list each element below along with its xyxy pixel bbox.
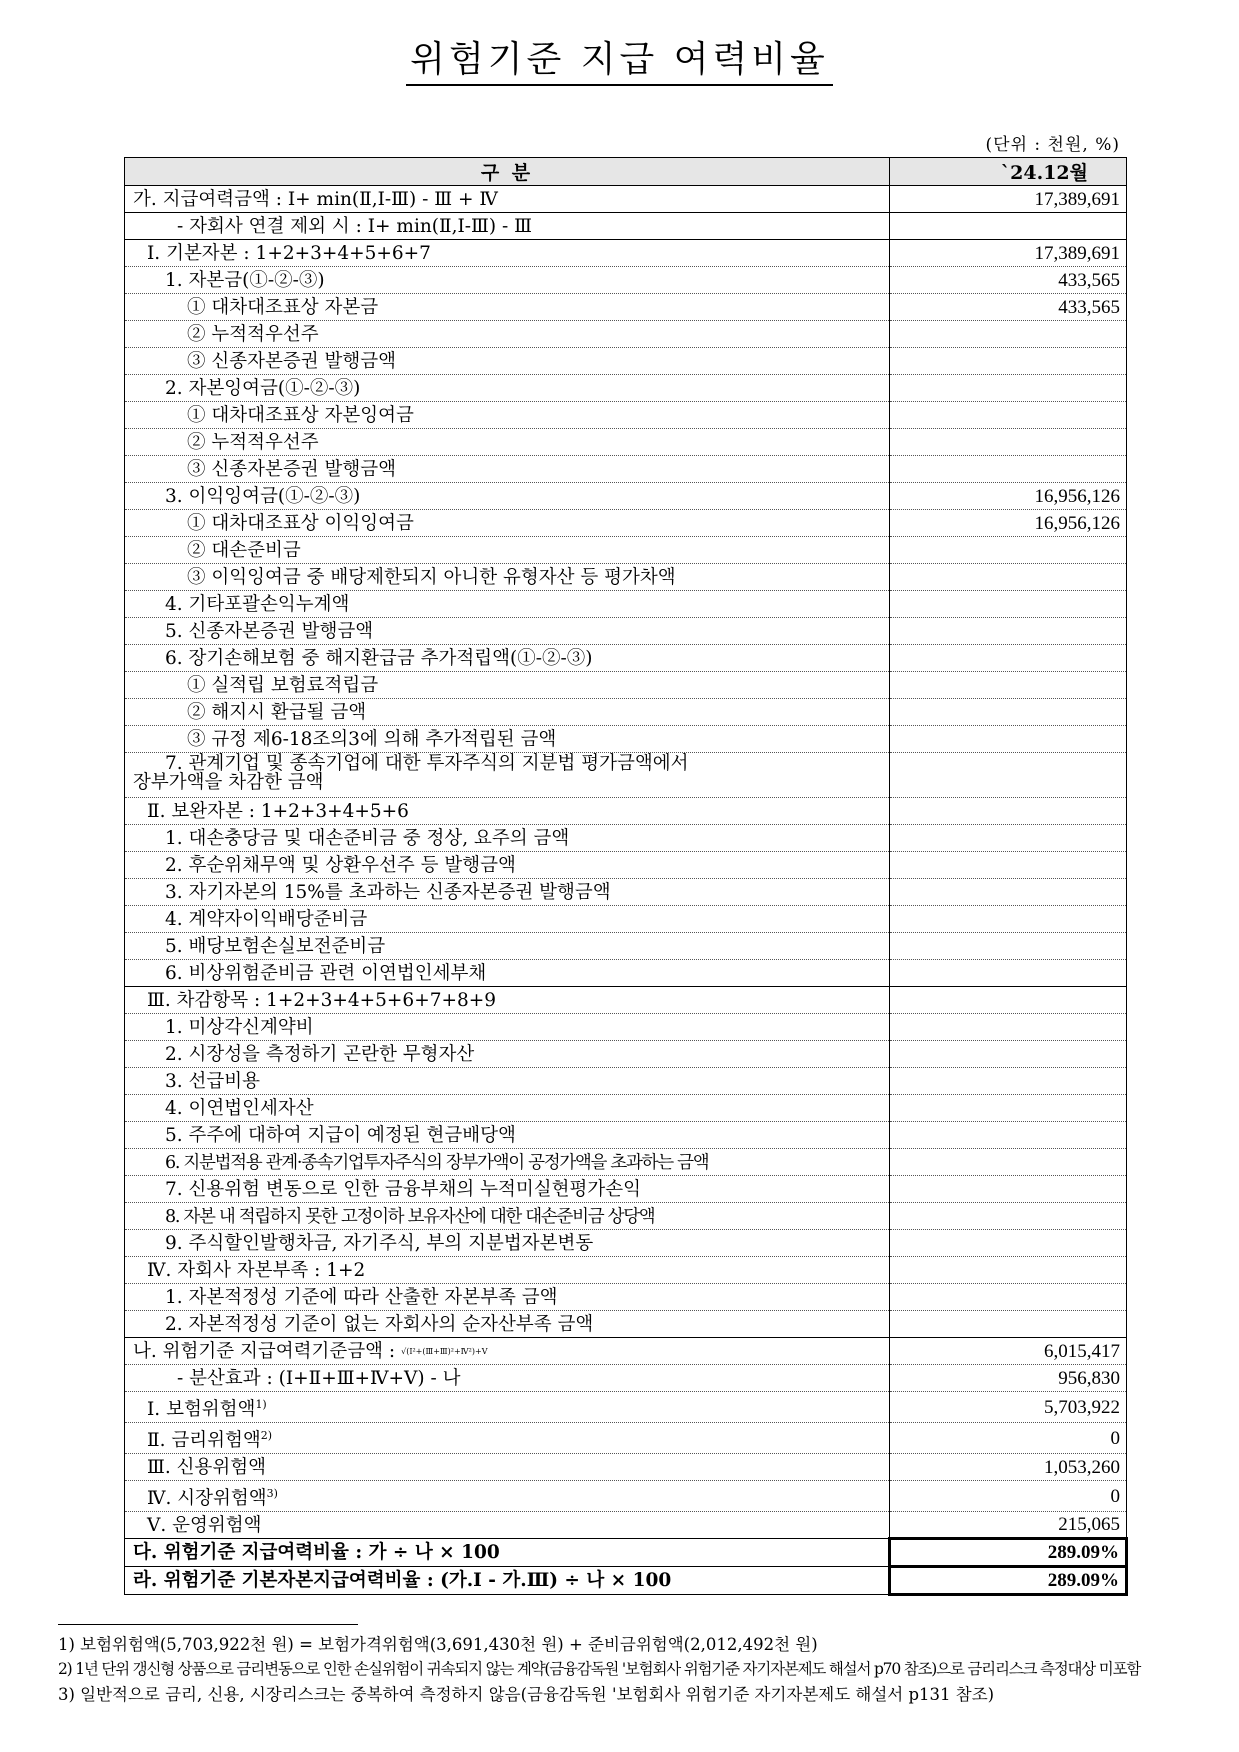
header-category: 구 분	[125, 158, 890, 186]
table-row	[125, 879, 1127, 906]
row-label	[125, 267, 890, 294]
solvency-ratio-table	[124, 157, 1126, 1596]
header-period: `24.12월	[890, 158, 1127, 186]
table-row	[125, 483, 1127, 510]
table-row	[125, 1041, 1127, 1068]
table-row	[125, 933, 1127, 960]
table-row	[125, 1365, 1127, 1392]
row-value	[890, 402, 1127, 429]
table-row	[125, 1149, 1127, 1176]
row-label-text: ① 대차대조표상 이익잉여금	[187, 512, 414, 534]
table-row	[125, 537, 1127, 564]
table-row	[125, 987, 1127, 1014]
total-row	[125, 1539, 1127, 1567]
row-label	[125, 672, 890, 699]
row-label	[125, 456, 890, 483]
table-row	[125, 375, 1127, 402]
row-label	[125, 1122, 890, 1149]
row-label-text: 2. 자본적정성 기준이 없는 자회사의 순자산부족 금액	[165, 1313, 594, 1335]
page-title: 위험기준 지급 여력비율	[0, 38, 1239, 86]
row-label	[125, 1365, 890, 1392]
footnote-1: 1) 보험위험액(5,703,922천 원) = 보험가격위험액(3,691,430천 원) + 준비금위험액(2,012,492천 원)	[58, 1635, 818, 1654]
row-value	[890, 825, 1127, 852]
row-value	[890, 1149, 1127, 1176]
row-value	[890, 726, 1127, 753]
row-label-text: Ⅱ. 보완자본 : 1+2+3+4+5+6	[147, 800, 409, 822]
row-label-text: ② 누적적우선주	[187, 323, 319, 345]
row-label	[125, 1481, 890, 1512]
row-label-text: Ⅲ. 차감항목 : 1+2+3+4+5+6+7+8+9	[147, 989, 497, 1011]
row-label	[125, 402, 890, 429]
row-label	[125, 375, 890, 402]
formula-sqrt: √(Ⅰ²+(Ⅲ+Ⅲ)²+Ⅳ²)+Ⅴ	[401, 1346, 488, 1356]
row-label-text: 5. 주주에 대하여 지급이 예정된 현금배당액	[165, 1124, 516, 1146]
total-value: 289.09%	[890, 1567, 1127, 1595]
row-value: 16,956,126	[890, 510, 1127, 537]
row-label-text: Ⅳ. 자회사 자본부족 : 1+2	[147, 1259, 366, 1281]
row-value	[890, 672, 1127, 699]
row-label-text: Ⅱ. 금리위험액	[147, 1430, 261, 1452]
table-header-row	[125, 158, 1127, 186]
row-label	[125, 1230, 890, 1257]
row-label-text: 3. 선급비용	[165, 1070, 261, 1092]
row-value: 1,053,260	[890, 1454, 1127, 1481]
row-label-text: 7. 관계기업 및 종속기업에 대한 투자주식의 지분법 평가금액에서	[165, 753, 689, 774]
row-label-text: 2. 시장성을 측정하기 곤란한 무형자산	[165, 1043, 475, 1065]
table-row	[125, 240, 1127, 267]
row-label	[125, 1284, 890, 1311]
row-value: 433,565	[890, 267, 1127, 294]
row-label-text: ③ 신종자본증권 발행금액	[187, 458, 396, 480]
row-label-text: Ⅳ. 시장위험액	[147, 1488, 267, 1510]
row-label	[125, 852, 890, 879]
row-label-text: 2. 후순위채무액 및 상환우선주 등 발행금액	[165, 854, 516, 876]
table-row	[125, 852, 1127, 879]
row-value: 17,389,691	[890, 240, 1127, 267]
footnote-2: 2) 1년 단위 갱신형 상품으로 금리변동으로 인한 손실위험이 귀속되지 않는 계약(금융감독원 '보험회사 위험기준 자기자본제도 해설서 p70 참조)으로 금리리스크 측정대상 미포함	[58, 1660, 1141, 1678]
row-label-text: - 분산효과 : (Ⅰ+Ⅱ+Ⅲ+Ⅳ+Ⅴ) - 나	[177, 1367, 461, 1389]
row-label-text: ③ 규정 제6-18조의3에 의해 추가적립된 금액	[187, 728, 557, 750]
row-label	[125, 753, 890, 798]
row-label	[125, 1454, 890, 1481]
row-value	[890, 879, 1127, 906]
table-row	[125, 348, 1127, 375]
total-row	[125, 1567, 1127, 1595]
row-value	[890, 564, 1127, 591]
row-value	[890, 699, 1127, 726]
row-label	[125, 618, 890, 645]
row-value	[890, 1284, 1127, 1311]
table-row	[125, 591, 1127, 618]
table-row	[125, 1454, 1127, 1481]
row-label-text: 1. 자본적정성 기준에 따라 산출한 자본부족 금액	[165, 1286, 558, 1308]
table-row	[125, 672, 1127, 699]
row-label-continued: 장부가액을 차감한 금액	[133, 772, 324, 793]
row-label-text: ② 해지시 환급될 금액	[187, 701, 367, 723]
row-label	[125, 186, 890, 213]
row-label	[125, 960, 890, 987]
row-label-text: ③ 신종자본증권 발행금액	[187, 350, 396, 372]
row-label	[125, 987, 890, 1014]
table-row	[125, 699, 1127, 726]
row-value	[890, 348, 1127, 375]
table-row	[125, 510, 1127, 537]
footnote-3: 3) 일반적으로 금리, 신용, 시장리스크는 중복하여 측정하지 않음(금융감독원 '보험회사 위험기준 자기자본제도 해설서 p131 참조)	[58, 1685, 995, 1704]
row-value	[890, 933, 1127, 960]
unit-note: (단위 : 천원, %)	[985, 135, 1120, 155]
row-value	[890, 852, 1127, 879]
row-label	[125, 537, 890, 564]
row-value	[890, 375, 1127, 402]
row-label-text: 4. 기타포괄손익누계액	[165, 593, 350, 615]
row-label-text: ③ 이익잉여금 중 배당제한되지 아니한 유형자산 등 평가차액	[187, 566, 676, 588]
row-label	[125, 1392, 890, 1423]
table-row	[125, 1095, 1127, 1122]
row-value	[890, 591, 1127, 618]
row-label	[125, 1203, 890, 1230]
row-label	[125, 798, 890, 825]
row-value	[890, 906, 1127, 933]
row-label-text: 6. 비상위험준비금 관련 이연법인세부채	[165, 962, 487, 984]
row-label-text: 6. 장기손해보험 중 해지환급금 추가적립액(①-②-③)	[165, 647, 593, 669]
table-body	[125, 186, 1127, 1595]
table-row	[125, 1481, 1127, 1512]
row-value	[890, 1068, 1127, 1095]
row-label	[125, 879, 890, 906]
table-row	[125, 1176, 1127, 1203]
table-row	[125, 267, 1127, 294]
table-row	[125, 402, 1127, 429]
row-label	[125, 906, 890, 933]
row-label-text: 1. 미상각신계약비	[165, 1016, 314, 1038]
table-row	[125, 1512, 1127, 1539]
table-row	[125, 294, 1127, 321]
row-value	[890, 645, 1127, 672]
row-label	[125, 240, 890, 267]
row-label	[125, 1423, 890, 1454]
row-label	[125, 483, 890, 510]
row-label-text: 5. 신종자본증권 발행금액	[165, 620, 374, 642]
row-value: 0	[890, 1423, 1127, 1454]
row-value	[890, 456, 1127, 483]
row-value: 17,389,691	[890, 186, 1127, 213]
row-label-text: 8. 자본 내 적립하지 못한 고정이하 보유자산에 대한 대손준비금 상당액	[165, 1206, 655, 1227]
footnotes	[58, 1632, 1178, 1707]
row-label	[125, 564, 890, 591]
row-label-text: ① 대차대조표상 자본금	[187, 296, 379, 318]
total-value: 289.09%	[890, 1539, 1127, 1567]
table-row	[125, 825, 1127, 852]
row-label	[125, 213, 890, 240]
row-label	[125, 726, 890, 753]
row-label-text: 2. 자본잉여금(①-②-③)	[165, 377, 361, 399]
row-label	[125, 429, 890, 456]
row-label-text: ② 누적적우선주	[187, 431, 319, 453]
row-label-text: 3. 이익잉여금(①-②-③)	[165, 485, 361, 507]
row-value	[890, 1311, 1127, 1338]
row-label	[125, 294, 890, 321]
row-value	[890, 798, 1127, 825]
table-row	[125, 213, 1127, 240]
row-label	[125, 1512, 890, 1539]
table-row	[125, 456, 1127, 483]
table-row	[125, 726, 1127, 753]
row-label-text: 3. 자기자본의 15%를 초과하는 신종자본증권 발행금액	[165, 881, 611, 903]
row-label-text: 가. 지급여력금액 : Ⅰ+ min(Ⅱ,Ⅰ-Ⅲ) - Ⅲ + Ⅳ	[133, 188, 498, 210]
total-label: 라. 위험기준 기본자본지급여력비율 : (가.Ⅰ - 가.Ⅲ) ÷ 나 × 100	[125, 1567, 890, 1595]
row-value: 215,065	[890, 1512, 1127, 1539]
row-label	[125, 1338, 890, 1365]
row-value	[890, 1041, 1127, 1068]
total-label: 다. 위험기준 지급여력비율 : 가 ÷ 나 × 100	[125, 1539, 890, 1567]
row-label	[125, 1257, 890, 1284]
row-label-text: 9. 주식할인발행차금, 자기주식, 부의 지분법자본변동	[165, 1232, 594, 1254]
table-row	[125, 906, 1127, 933]
row-label-text: 1. 대손충당금 및 대손준비금 중 정상, 요주의 금액	[165, 827, 570, 849]
row-label	[125, 933, 890, 960]
table-row	[125, 1338, 1127, 1365]
row-value	[890, 1230, 1127, 1257]
row-label-text: Ⅰ. 보험위험액	[147, 1399, 256, 1421]
row-label-text: Ⅲ. 신용위험액	[147, 1456, 266, 1478]
row-label	[125, 645, 890, 672]
row-value	[890, 429, 1127, 456]
row-value: 5,703,922	[890, 1392, 1127, 1423]
row-label	[125, 1176, 890, 1203]
row-value: 433,565	[890, 294, 1127, 321]
footnote-ref: 3)	[266, 1487, 278, 1501]
table-row	[125, 1392, 1127, 1423]
table-row	[125, 321, 1127, 348]
row-label	[125, 1311, 890, 1338]
table-row	[125, 1014, 1127, 1041]
table-row	[125, 429, 1127, 456]
row-value	[890, 537, 1127, 564]
row-label	[125, 1149, 890, 1176]
row-value	[890, 321, 1127, 348]
table-row	[125, 1203, 1127, 1230]
row-value: 16,956,126	[890, 483, 1127, 510]
row-label-text: ① 대차대조표상 자본잉여금	[187, 404, 414, 426]
row-label-text: ② 대손준비금	[187, 539, 301, 561]
row-value	[890, 1203, 1127, 1230]
table-row	[125, 186, 1127, 213]
table-row	[125, 1284, 1127, 1311]
row-label	[125, 1095, 890, 1122]
row-label-text: 4. 이연법인세자산	[165, 1097, 314, 1119]
row-value: 6,015,417	[890, 1338, 1127, 1365]
row-label	[125, 1041, 890, 1068]
row-label-text: 1. 자본금(①-②-③)	[165, 269, 325, 291]
table-row	[125, 1257, 1127, 1284]
row-label-text: Ⅰ. 기본자본 : 1+2+3+4+5+6+7	[147, 242, 431, 264]
row-value	[890, 1014, 1127, 1041]
row-label-text: - 자회사 연결 제외 시 : Ⅰ+ min(Ⅱ,Ⅰ-Ⅲ) - Ⅲ	[177, 215, 532, 237]
row-value	[890, 753, 1127, 798]
row-value	[890, 1257, 1127, 1284]
row-label	[125, 825, 890, 852]
table-row	[125, 1311, 1127, 1338]
table-row	[125, 564, 1127, 591]
row-label	[125, 1068, 890, 1095]
row-label-text: 6. 지분법적용 관계·종속기업투자주식의 장부가액이 공정가액을 초과하는 금액	[165, 1152, 709, 1173]
row-value	[890, 1176, 1127, 1203]
table-row	[125, 645, 1127, 672]
row-label-text: 나. 위험기준 지급여력기준금액 :	[133, 1340, 396, 1362]
footnote-divider	[58, 1624, 358, 1625]
table-row	[125, 1423, 1127, 1454]
row-label	[125, 591, 890, 618]
row-label	[125, 510, 890, 537]
table-row	[125, 1122, 1127, 1149]
table-row	[125, 753, 1127, 798]
row-label	[125, 321, 890, 348]
row-value	[890, 987, 1127, 1014]
table-row	[125, 798, 1127, 825]
row-label	[125, 348, 890, 375]
table-row	[125, 960, 1127, 987]
row-value	[890, 1095, 1127, 1122]
row-label-text: 4. 계약자이익배당준비금	[165, 908, 368, 930]
footnote-ref: 2)	[260, 1429, 272, 1443]
row-label-text: 7. 신용위험 변동으로 인한 금융부채의 누적미실현평가손익	[165, 1178, 641, 1200]
row-label	[125, 699, 890, 726]
row-label-text: ① 실적립 보험료적립금	[187, 674, 379, 696]
row-label-text: Ⅴ. 운영위험액	[147, 1514, 262, 1536]
row-value	[890, 618, 1127, 645]
row-value: 0	[890, 1481, 1127, 1512]
row-label	[125, 1014, 890, 1041]
row-value: 956,830	[890, 1365, 1127, 1392]
table-row	[125, 1230, 1127, 1257]
table-row	[125, 1068, 1127, 1095]
footnote-ref: 1)	[255, 1398, 267, 1411]
row-value	[890, 1122, 1127, 1149]
row-label-text: 5. 배당보험손실보전준비금	[165, 935, 386, 957]
table-row	[125, 618, 1127, 645]
row-value	[890, 960, 1127, 987]
row-value	[890, 213, 1127, 240]
